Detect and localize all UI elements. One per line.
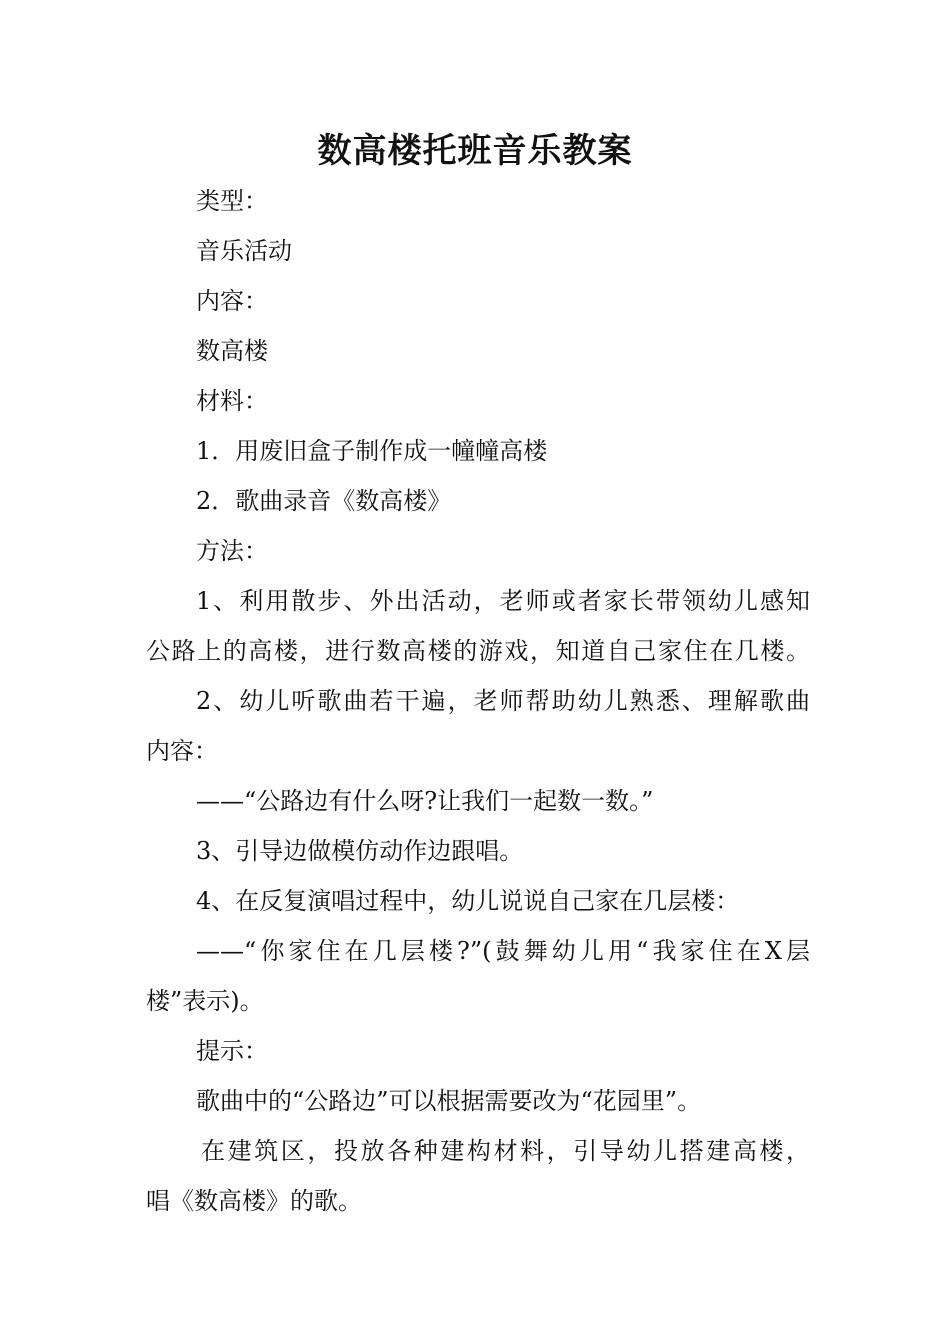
text-line-method-label: 方法： xyxy=(196,537,268,565)
text-line-method-1a: 1、利用散步、外出活动，老师或者家长带领幼儿感知 xyxy=(196,587,810,615)
text-line-method-4: 4、在反复演唱过程中，幼儿说说自己家在几层楼： xyxy=(196,887,740,915)
text-line-method-1b: 公路上的高楼，进行数高楼的游戏，知道自己家住在几楼。 xyxy=(146,637,810,665)
text-line-tip-2a: 在建筑区，投放各种建构材料，引导幼儿搭建高楼， xyxy=(201,1137,810,1165)
text-line-material-1: 1．用废旧盒子制作成一幢幢高楼 xyxy=(196,437,548,465)
text-line-method-2a: 2、幼儿听歌曲若干遍，老师帮助幼儿熟悉、理解歌曲 xyxy=(196,687,810,715)
text-line-quote-1: ——“公路边有什么呀?让我们一起数一数。” xyxy=(196,787,654,815)
text-line-materials-label: 材料： xyxy=(196,387,268,415)
text-line-tip-1: 歌曲中的“公路边”可以根据需要改为“花园里”。 xyxy=(196,1087,702,1115)
text-line-type-value: 音乐活动 xyxy=(196,237,292,265)
text-line-content-value: 数高楼 xyxy=(196,337,268,365)
text-line-tip-2b: 唱《数高楼》的歌。 xyxy=(146,1187,362,1215)
text-line-tips-label: 提示： xyxy=(196,1037,268,1065)
text-line-material-2: 2．歌曲录音《数高楼》 xyxy=(196,487,452,515)
text-line-quote-2a: ——“你家住在几层楼?”(鼓舞幼儿用“我家住在X层 xyxy=(196,937,810,965)
text-line-method-2b: 内容： xyxy=(146,737,218,765)
text-line-quote-2b: 楼”表示)。 xyxy=(146,987,264,1015)
text-line-method-3: 3、引导边做模仿动作边跟唱。 xyxy=(196,837,524,865)
text-line-type-label: 类型： xyxy=(196,187,268,215)
text-line-content-label: 内容： xyxy=(196,287,268,315)
document-title: 数高楼托班音乐教案 xyxy=(317,131,633,171)
